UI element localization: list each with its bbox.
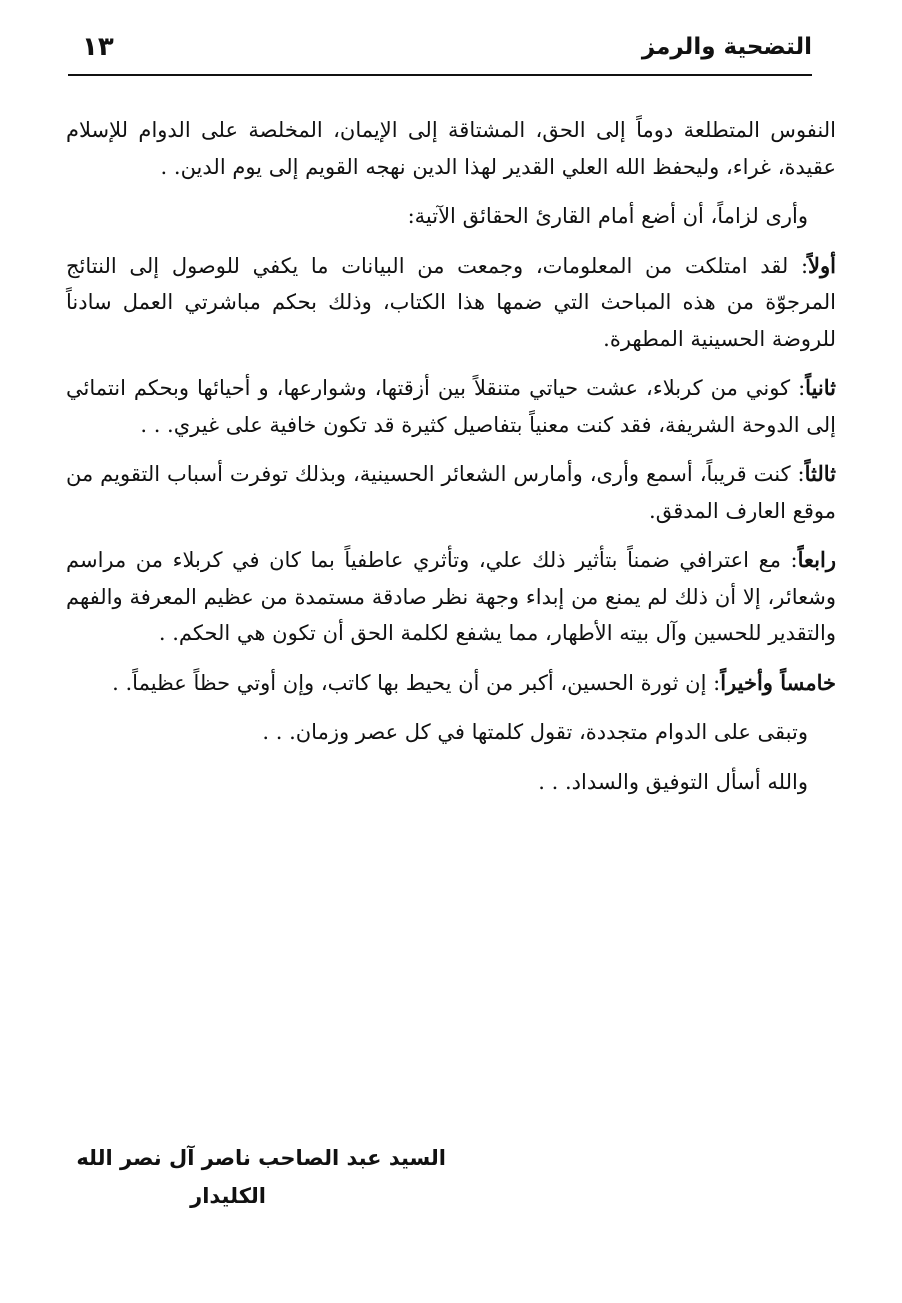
- paragraph-second-lead: ثانياً: [805, 375, 836, 401]
- paragraph-first-lead: أولاً: [808, 252, 836, 278]
- paragraph-fourth: [66, 542, 836, 652]
- signature-block: [66, 1140, 446, 1216]
- paragraph-third: [66, 456, 836, 529]
- paragraph-intro: النفوس المتطلعة دوماً إلى الحق، المشتاقة إلى الإيمان، المخلصة على الدوام للإسلام عقيدة، غراء، وليحفظ الله العلي القدير لهذا الدين نهجه القويم إلى يوم الدين. .: [66, 118, 836, 179]
- paragraph-facts-intro: وأرى لزاماً، أن أضع أمام القارئ الحقائق الآتية:: [407, 204, 808, 229]
- page-header: [68, 28, 812, 72]
- paragraph-fourth-text: : مع اعترافي ضمناً بتأثير ذلك علي، وتأثري عاطفياً بما كان في كربلاء من مراسم وشعائر، إلا أن ذلك لم يمنع من إبداء وجهة نظر صادقة مستمدة من عظيم المعرفة والفهم والتقدير للحسين وآل بيته الأطهار، مما يشفع لكلمة الحق أن تكون هي الحكم. .: [66, 548, 836, 646]
- paragraph-fifth-text: : إن ثورة الحسين، أكبر من أن يحيط بها كاتب، وإن أوتي حظاً عظيماً. .: [112, 670, 721, 695]
- paragraph-closing: والله أسأل التوفيق والسداد. . .: [538, 769, 808, 794]
- paragraph-third-lead: ثالثاً: [804, 461, 836, 487]
- signature-name: السيد عبد الصاحب ناصر آل نصر الله: [76, 1146, 446, 1170]
- paragraph-fifth-lead: خامساً وأخيراً: [720, 669, 836, 695]
- running-title: التضحية والرمز: [641, 34, 812, 60]
- paragraph-first-text: : لقد امتلكت من المعلومات، وجمعت من البيانات ما يكفي للوصول إلى النتائج المرجوّة من هذه المباحث التي ضمها هذا الكتاب، وذلك بحكم مباشرتي العمل سادناً للروضة الحسينية المطهرة.: [66, 253, 836, 351]
- paragraph-second-text: : كوني من كربلاء، عشت حياتي متنقلاً بين أزقتها، وشوارعها، و أحيائها وبحكم انتمائي إلى الدوحة الشريفة، فقد كنت معنياً بتفاصيل كثيرة قد تكون خافية على غيري. . .: [66, 376, 836, 437]
- paragraph-third-text: : كنت قريباً، أسمع وأرى، وأمارس الشعائر الحسينية، وبذلك توفرت أسباب التقويم من موقع العارف المدقق.: [66, 462, 836, 523]
- paragraph-first: [66, 248, 836, 358]
- paragraph-second: [66, 370, 836, 443]
- page-body: [66, 112, 836, 814]
- paragraph-fifth: [66, 665, 836, 702]
- paragraph-renewal: وتبقى على الدوام متجددة، تقول كلمتها في كل عصر وزمان. . .: [262, 720, 808, 745]
- header-rule: [68, 74, 812, 76]
- signature-family: الكليدار: [190, 1183, 266, 1208]
- page-number: ١٣: [82, 32, 114, 62]
- paragraph-fourth-lead: رابعاً: [797, 547, 836, 573]
